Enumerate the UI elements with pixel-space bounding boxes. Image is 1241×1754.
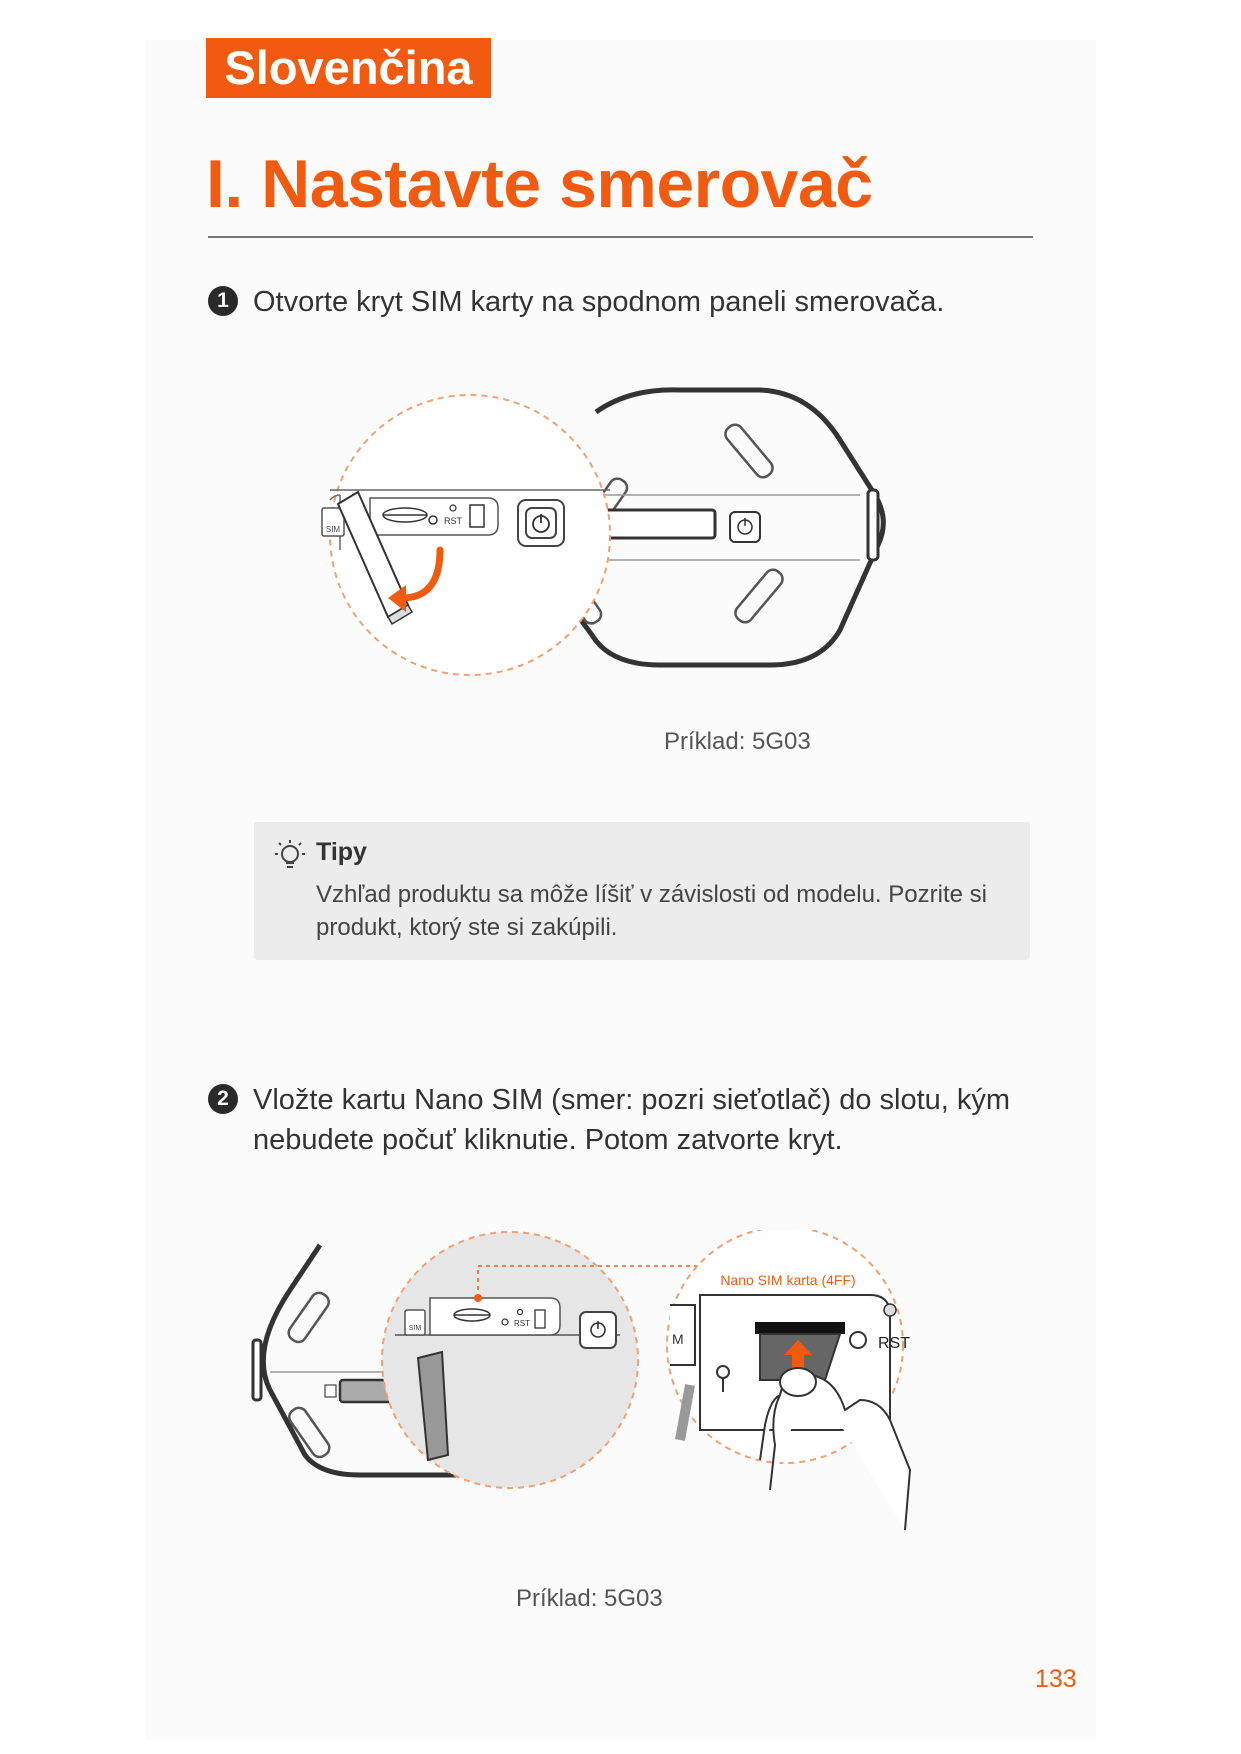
lightbulb-icon bbox=[270, 836, 310, 876]
step-2-number: 2 bbox=[208, 1084, 238, 1114]
sim-partial-label: M bbox=[672, 1331, 684, 1347]
step-1 bbox=[208, 282, 1028, 322]
rst-label: RST bbox=[514, 1319, 530, 1328]
step-1-number: 1 bbox=[208, 286, 238, 316]
tips-box bbox=[254, 822, 1030, 960]
nano-sim-label: Nano SIM karta (4FF) bbox=[720, 1272, 856, 1288]
nano-sim-closeup bbox=[670, 1295, 910, 1530]
language-badge: Slovenčina bbox=[206, 38, 491, 98]
tips-title: Tipy bbox=[316, 838, 367, 866]
step-2-text: Vložte kartu Nano SIM (smer: pozri sieťotlač) do slotu, kým nebudete počuť kliknutie. Potom zatvorte kryt. bbox=[253, 1084, 1011, 1156]
step-1-text: Otvorte kryt SIM karty na spodnom paneli smerovača. bbox=[253, 286, 945, 318]
step-2-caption: Príklad: 5G03 bbox=[516, 1585, 663, 1612]
step-2 bbox=[208, 1080, 1028, 1160]
page-number: 133 bbox=[1035, 1665, 1077, 1693]
step-1-illustration bbox=[300, 380, 960, 730]
zoom-rst-label: RST bbox=[878, 1335, 910, 1352]
sim-label: SIM bbox=[408, 1325, 422, 1332]
sim-label: SIM bbox=[325, 525, 341, 534]
step-1-caption: Príklad: 5G03 bbox=[664, 728, 811, 755]
title-divider bbox=[208, 236, 1033, 238]
tips-body: Vzhľad produktu sa môže líšiť v závislosti od modelu. Pozrite si produkt, ktorý ste si zakúpili. bbox=[316, 881, 987, 941]
rst-label: RST bbox=[444, 516, 462, 526]
step-2-illustration bbox=[250, 1230, 1050, 1630]
page-title: I. Nastavte smerovač bbox=[206, 146, 873, 222]
